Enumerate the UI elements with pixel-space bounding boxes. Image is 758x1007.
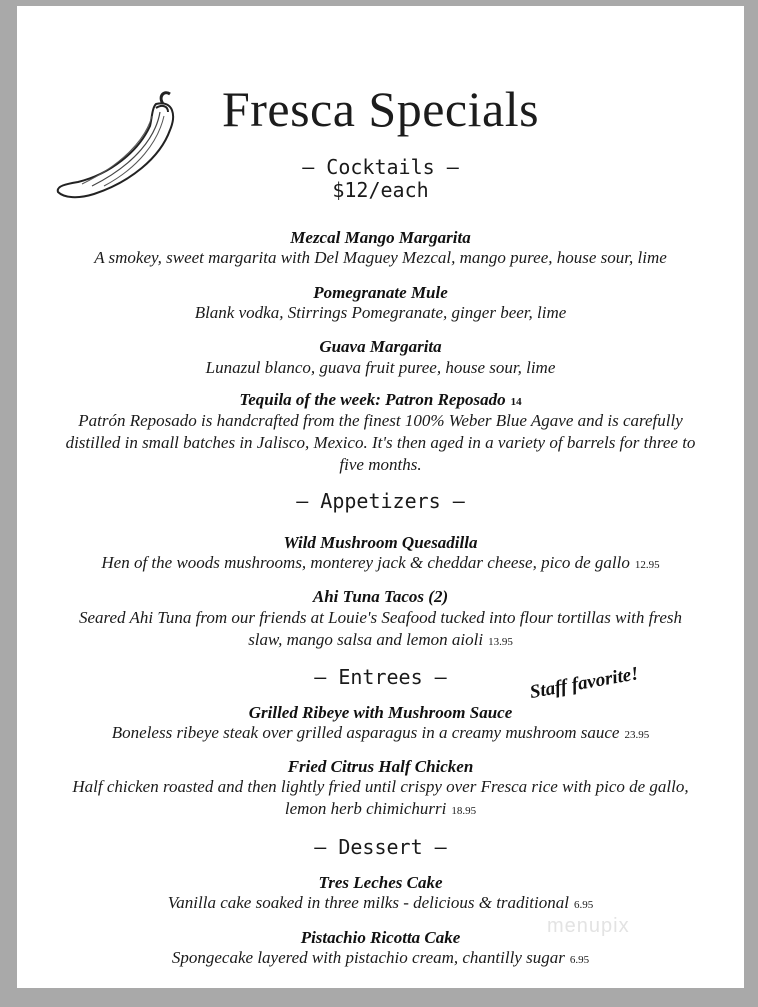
page-title: Fresca Specials xyxy=(221,81,540,137)
menu-item-description-text: Vanilla cake soaked in three milks - delicious & traditional xyxy=(167,893,569,912)
menu-item-price: 6.95 xyxy=(573,899,594,911)
menu-item-description-text: Hen of the woods mushrooms, monterey jack & cheddar cheese, pico de gallo xyxy=(101,553,630,572)
menu-item-description: Blank vodka, Stirrings Pomegranate, ginger beer, lime xyxy=(194,303,567,322)
menu-item-name: Guava Margarita xyxy=(319,337,442,356)
menu-item-price: 12.95 xyxy=(634,559,660,571)
menu-item-description: A smokey, sweet margarita with Del Maguey Mezcal, mango puree, house sour, lime xyxy=(94,248,667,267)
menu-item-description xyxy=(57,552,704,576)
menu-item-description xyxy=(57,947,704,971)
menu-item-description-text: Boneless ribeye steak over grilled asparagus in a creamy mushroom sauce xyxy=(111,723,620,742)
menu-item-name: Tres Leches Cake xyxy=(318,873,443,892)
menu-page xyxy=(17,6,744,988)
menu-item-name xyxy=(17,390,744,410)
dessert-heading: — Dessert — xyxy=(314,835,447,859)
menu-item-price: 14 xyxy=(510,396,522,408)
menu-item-name: Ahi Tuna Tacos (2) xyxy=(312,587,449,606)
cocktails-heading: — Cocktails — xyxy=(302,155,459,179)
watermark: menupix xyxy=(547,915,630,937)
menu-item-name-text: Tequila of the week: Patron Reposado xyxy=(239,390,506,409)
menu-item-name: Fried Citrus Half Chicken xyxy=(287,757,474,776)
entrees-heading: — Entrees — xyxy=(314,665,447,689)
menu-item-description-text: Spongecake layered with pistachio cream, chantilly sugar xyxy=(171,948,565,967)
menu-item-description xyxy=(63,607,698,653)
menu-item-description-text: Half chicken roasted and then lightly fried until crispy over Fresca rice with pico de gallo, lemon herb chimichurri xyxy=(72,777,689,818)
menu-item-name: Grilled Ribeye with Mushroom Sauce xyxy=(248,703,513,722)
cocktails-price-note: $12/each xyxy=(332,178,429,202)
appetizers-heading: — Appetizers — xyxy=(296,489,465,513)
menu-item-name: Mezcal Mango Margarita xyxy=(290,228,471,247)
menu-item-name: Pistachio Ricotta Cake xyxy=(300,928,461,947)
menu-item-description xyxy=(57,722,704,746)
menu-item-description-text: Seared Ahi Tuna from our friends at Louie's Seafood tucked into flour tortillas with fresh slaw, mango salsa and lemon aioli xyxy=(78,608,683,649)
menu-item-description: Patrón Reposado is handcrafted from the finest 100% Weber Blue Agave and is carefully distilled in small batches in Jalisco, Mexico. It's then aged in a variety of barrels for three to five months. xyxy=(65,411,696,474)
menu-item-description xyxy=(57,892,704,916)
menu-item-description: Lunazul blanco, guava fruit puree, house sour, lime xyxy=(205,358,556,377)
staff-favorite-note: Staff favorite! xyxy=(528,663,641,704)
menu-item-name: Pomegranate Mule xyxy=(313,283,448,302)
menu-item-name: Wild Mushroom Quesadilla xyxy=(283,533,478,552)
menu-item-description xyxy=(67,776,694,822)
menu-item-price: 23.95 xyxy=(624,729,650,741)
menu-item-price: 13.95 xyxy=(488,636,513,648)
menu-item-price: 18.95 xyxy=(451,805,477,817)
menu-item-price: 6.95 xyxy=(569,954,590,966)
